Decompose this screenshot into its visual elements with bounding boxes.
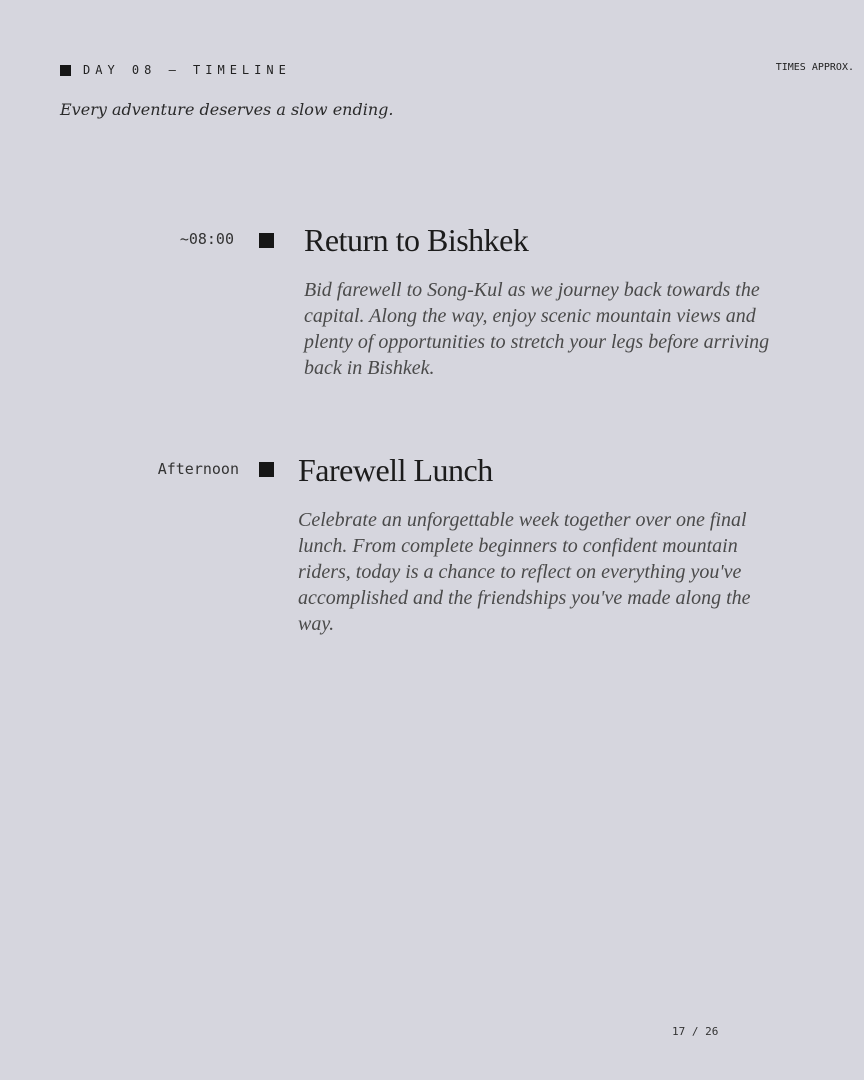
times-approx-note: TIMES APPROX.	[775, 62, 854, 73]
page-number: 17 / 26	[672, 1025, 719, 1038]
entry-description: Celebrate an unforgettable week together over one final lunch. From complete beginners to confident mountain riders, today is a chance to reflect on everything you've accomplished and the friendships you've made along the way.	[298, 509, 751, 635]
entry-description: Bid farewell to Song-Kul as we journey back towards the capital. Along the way, enjoy scenic mountain views and plenty of opportunities to stretch your legs before arriving back in Bishkek.	[304, 279, 770, 379]
entry-time: Afternoon	[157, 460, 239, 478]
entry-title: Farewell Lunch	[298, 452, 493, 488]
square-marker-icon	[259, 462, 274, 477]
square-bullet-icon	[60, 65, 71, 76]
square-marker-icon	[259, 233, 274, 248]
entry-title: Return to Bishkek	[304, 222, 529, 258]
section-label: DAY 08 — TIMELINE	[83, 63, 291, 77]
entry-time: ~08:00	[179, 230, 234, 248]
page-subtitle: Every adventure deserves a slow ending.	[60, 100, 394, 119]
section-header	[60, 63, 291, 77]
